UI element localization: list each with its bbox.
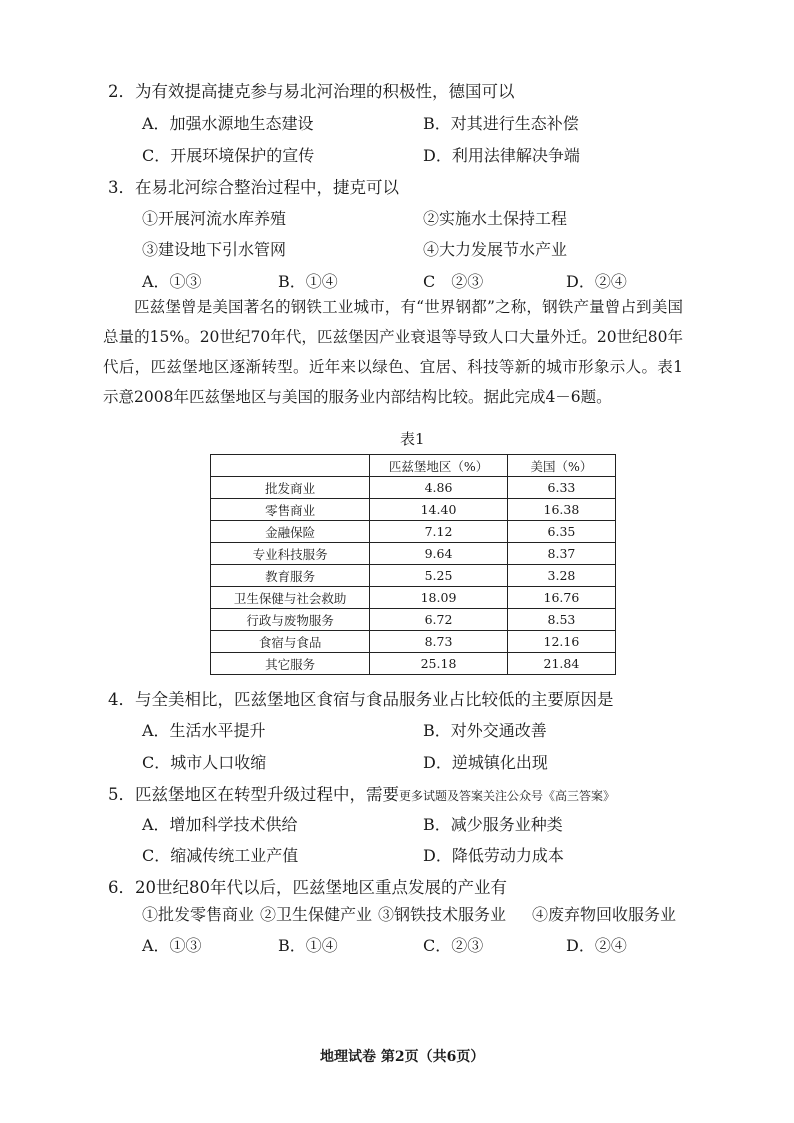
q4-option-a[interactable]: A．生活水平提升 — [142, 721, 266, 740]
q4-option-c[interactable]: C．城市人口收缩 — [142, 753, 267, 772]
question-4-stem: 4．与全美相比，匹兹堡地区食宿与食品服务业占比较低的主要原因是 — [108, 690, 614, 709]
q3-option-a[interactable]: A．①③ — [142, 272, 202, 291]
table-cell: 9.64 — [370, 543, 508, 565]
table-cell: 18.09 — [370, 587, 508, 609]
q3-option-b[interactable]: B．①④ — [278, 272, 338, 291]
table-row — [211, 477, 616, 499]
q5-option-a[interactable]: A．增加科学技术供给 — [142, 815, 298, 834]
q4-option-b[interactable]: B．对外交通改善 — [423, 721, 547, 740]
q6-item-1: ①批发零售商业 — [142, 905, 255, 924]
table-row — [211, 543, 616, 565]
q5-option-b[interactable]: B．减少服务业种类 — [423, 815, 563, 834]
table-cell: 5.25 — [370, 565, 508, 587]
passage — [103, 292, 683, 412]
table-cell: 14.40 — [370, 499, 508, 521]
q3-item-3: ③建设地下引水管网 — [142, 240, 287, 259]
table-cell: 12.16 — [507, 631, 615, 653]
table-header-cell: 美国（%） — [507, 455, 615, 477]
table-row — [211, 653, 616, 675]
question-3-stem: 3．在易北河综合整治过程中，捷克可以 — [108, 178, 399, 197]
table-cell: 25.18 — [370, 653, 508, 675]
table-row — [211, 499, 616, 521]
table-cell: 其它服务 — [211, 653, 370, 675]
table-title: 表1 — [400, 430, 425, 448]
q6-item-4: ④废弃物回收服务业 — [532, 905, 677, 924]
page-footer: 地理试卷 第2页（共6页） — [320, 1049, 485, 1065]
q3-item-4: ④大力发展节水产业 — [423, 240, 568, 259]
table-header-row — [211, 455, 616, 477]
q5-option-c[interactable]: C．缩减传统工业产值 — [142, 846, 299, 865]
q4-option-d[interactable]: D．逆城镇化出现 — [423, 753, 548, 772]
question-6-stem: 6．20世纪80年代以后，匹兹堡地区重点发展的产业有 — [108, 878, 507, 897]
q6-option-a[interactable]: A．①③ — [142, 936, 202, 955]
question-5-stem — [108, 781, 615, 805]
table-header-cell: 匹兹堡地区（%） — [370, 455, 508, 477]
promo-note: 更多试题及答案关注公众号《高三答案》 — [399, 789, 616, 803]
table-cell: 8.37 — [507, 543, 615, 565]
q2-option-a[interactable]: A．加强水源地生态建设 — [142, 114, 314, 133]
service-structure-table — [210, 454, 616, 675]
table-cell: 批发商业 — [211, 477, 370, 499]
passage-text: 匹兹堡曾是美国著名的钢铁工业城市，有“世界钢都”之称，钢铁产量曾占到美国总量的15%。20世纪70年代，匹兹堡因产业衰退等导致人口大量外迁。20世纪80年代后，匹兹堡地区逐渐转型。近年来以绿色、宜居、科技等新的城市形象示人。表1示意2008年匹兹堡地区与美国的服务业内部结构比较。据此完成4－6题。 — [103, 298, 683, 406]
table-row — [211, 565, 616, 587]
table-cell: 6.35 — [507, 521, 615, 543]
table-row — [211, 587, 616, 609]
q2-option-c[interactable]: C．开展环境保护的宣传 — [142, 146, 315, 165]
table-cell: 6.33 — [507, 477, 615, 499]
table-cell: 3.28 — [507, 565, 615, 587]
table-cell: 7.12 — [370, 521, 508, 543]
table-cell: 食宿与食品 — [211, 631, 370, 653]
table-cell: 16.76 — [507, 587, 615, 609]
table-cell: 行政与废物服务 — [211, 609, 370, 631]
table-cell: 8.53 — [507, 609, 615, 631]
q6-option-c[interactable]: C．②③ — [423, 936, 484, 955]
table-row — [211, 609, 616, 631]
table-cell: 4.86 — [370, 477, 508, 499]
table-cell: 卫生保健与社会救助 — [211, 587, 370, 609]
table-cell: 8.73 — [370, 631, 508, 653]
table-cell: 金融保险 — [211, 521, 370, 543]
table-header-cell — [211, 455, 370, 477]
q3-option-d[interactable]: D．②④ — [566, 272, 627, 291]
q3-item-1: ①开展河流水库养殖 — [142, 209, 287, 228]
q6-option-d[interactable]: D．②④ — [566, 936, 627, 955]
table-cell: 零售商业 — [211, 499, 370, 521]
question-5-stem-text: 5．匹兹堡地区在转型升级过程中，需要 — [108, 785, 399, 804]
q2-option-d[interactable]: D．利用法律解决争端 — [423, 146, 580, 165]
q6-option-b[interactable]: B．①④ — [278, 936, 338, 955]
q2-option-b[interactable]: B．对其进行生态补偿 — [423, 114, 579, 133]
table-cell: 16.38 — [507, 499, 615, 521]
table-row — [211, 631, 616, 653]
table-cell: 21.84 — [507, 653, 615, 675]
table-cell: 6.72 — [370, 609, 508, 631]
question-2-stem: 2．为有效提高捷克参与易北河治理的积极性，德国可以 — [108, 82, 515, 101]
q6-item-3: ③钢铁技术服务业 — [378, 905, 507, 924]
table-row — [211, 521, 616, 543]
q6-item-2: ②卫生保健产业 — [260, 905, 373, 924]
q3-option-c[interactable]: C ②③ — [423, 272, 484, 291]
table-cell: 专业科技服务 — [211, 543, 370, 565]
table-cell: 教育服务 — [211, 565, 370, 587]
q3-item-2: ②实施水土保持工程 — [423, 209, 568, 228]
q5-option-d[interactable]: D．降低劳动力成本 — [423, 846, 564, 865]
